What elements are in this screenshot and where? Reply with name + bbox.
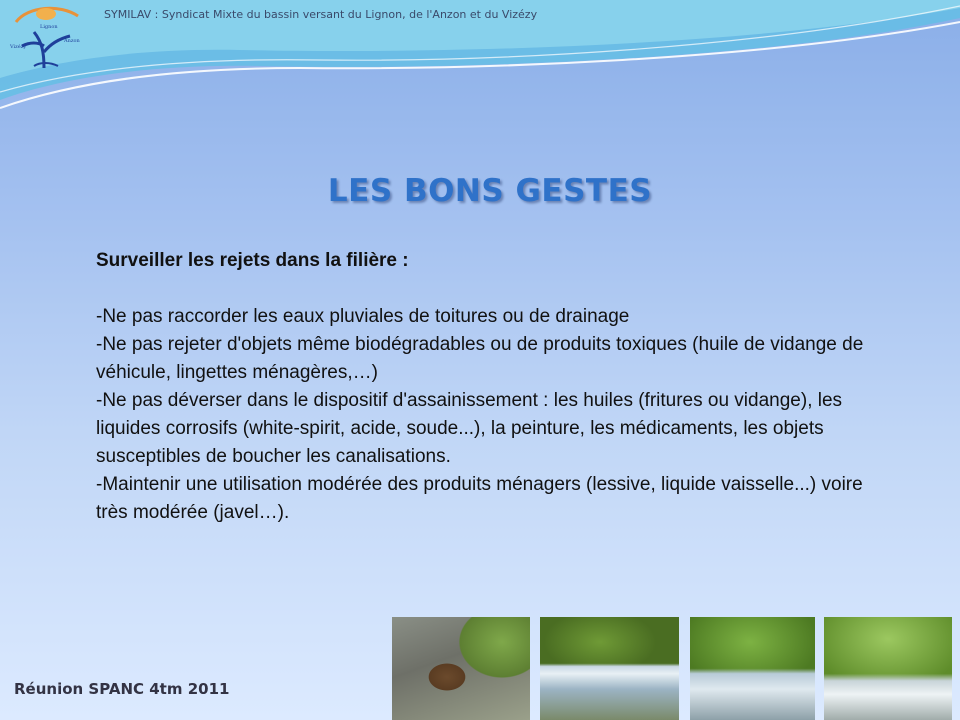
svg-text:Lignon: Lignon [40,24,58,30]
symilav-logo [4,2,86,70]
content-item-2: -Ne pas rejeter d'objets même biodégradables ou de produits toxiques (huile de vidange de véhicule, lingettes ménagères,…) [96,334,864,383]
organization-header: SYMILAV : Syndicat Mixte du bassin versant du Lignon, de l'Anzon et du Vizézy [104,8,538,21]
svg-text:Vizézy: Vizézy [10,44,27,50]
content-lead: Surveiller les rejets dans la filière : [96,250,409,271]
slide-title: LES BONS GESTES [327,173,653,209]
slide-content [96,247,876,527]
footer-text: Réunion SPANC 4tm 2011 [14,680,230,698]
river-forest-photo [690,617,815,720]
river-waterfall-photo [540,617,679,720]
content-item-4: -Maintenir une utilisation modérée des produits ménagers (lessive, liquide vaisselle...) voire très modérée (javel…). [96,474,863,523]
content-item-3: -Ne pas déverser dans le dispositif d'assainissement : les huiles (fritures ou vidange), les liquides corrosifs (white-spirit, acide, soude...), la peinture, les médicaments, les objets susceptibles de boucher les canalisations. [96,390,843,467]
stream-trees-photo [824,617,952,720]
photo-strip [392,617,952,720]
content-item-1: -Ne pas raccorder les eaux pluviales de toitures ou de drainage [96,306,630,327]
svg-text:Anzon: Anzon [64,38,80,44]
otter-photo [392,617,530,720]
